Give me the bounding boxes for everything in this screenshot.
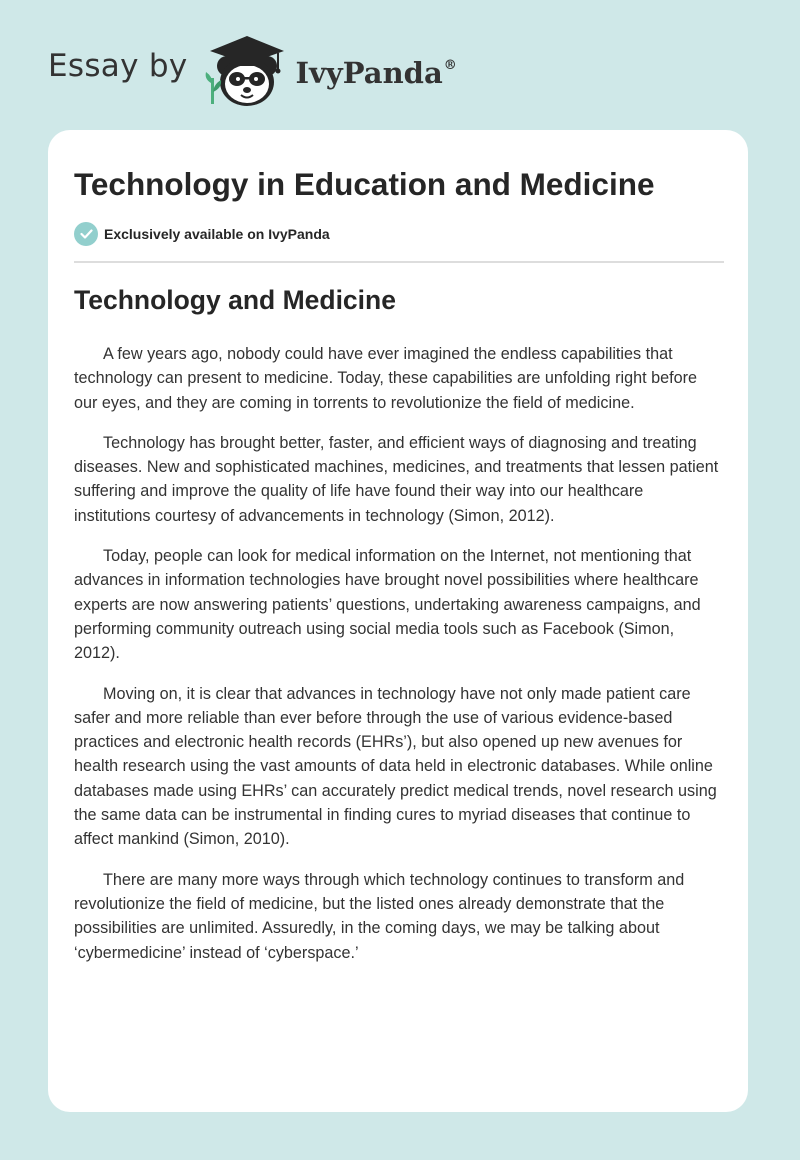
paragraph: Moving on, it is clear that advances in technology have not only made patient care safer and more reliable than ever before through the use of various evidence-based practices and electronic health records (EHRs’), but also opened up new avenues for health research using the vast amounts of data held in electronic databases. While online databases made using EHRs’ can accurately predict medical trends, novel research using the same data can be instrumental in finding cures to myriad diseases that continue to affect mankind (Simon, 2010).: [74, 684, 717, 849]
divider: [74, 261, 724, 263]
site-logo[interactable]: [48, 30, 457, 110]
registered-mark: ®: [443, 58, 457, 73]
exclusive-badge-label: Exclusively available on IvyPanda: [104, 226, 330, 242]
brand-name: IvyPanda®: [295, 56, 457, 90]
essay-by-label: Essay by: [48, 48, 188, 84]
paragraph: There are many more ways through which technology continues to transform and revolutionize the field of medicine, but the listed ones already demonstrate that the possibilities are unlimited. Assuredly, in the coming days, we may be talking about ‘cybermedicine’ instead of ‘cyberspace.’: [74, 870, 685, 962]
panda-graduation-cap-icon: [204, 30, 290, 110]
paragraph: A few years ago, nobody could have ever imagined the endless capabilities that technology can present to medicine. Today, these capabilities are unfolding right before our eyes, and they are coming in torrents to revolutionize the field of medicine.: [74, 345, 698, 412]
essay-body: [74, 342, 724, 981]
paragraph: Technology has brought better, faster, and efficient ways of diagnosing and treating diseases. New and sophisticated machines, medicines, and treatments that lessen patient suffering and improve the quality of life have found their way into our healthcare institutions courtesy of advancements in technology (Simon, 2012).: [74, 433, 719, 525]
paragraph: Today, people can look for medical information on the Internet, not mentioning that advances in information technologies have brought novel possibilities where healthcare experts are now answering patients’ questions, undertaking awareness campaigns, and performing community outreach using social media tools such as Facebook (Simon, 2012).: [74, 547, 701, 663]
exclusive-badge: [74, 222, 330, 246]
section-heading: Technology and Medicine: [74, 285, 396, 315]
essay-card: [48, 130, 748, 1112]
essay-title: Technology in Education and Medicine: [74, 166, 655, 202]
check-icon: [74, 222, 98, 246]
